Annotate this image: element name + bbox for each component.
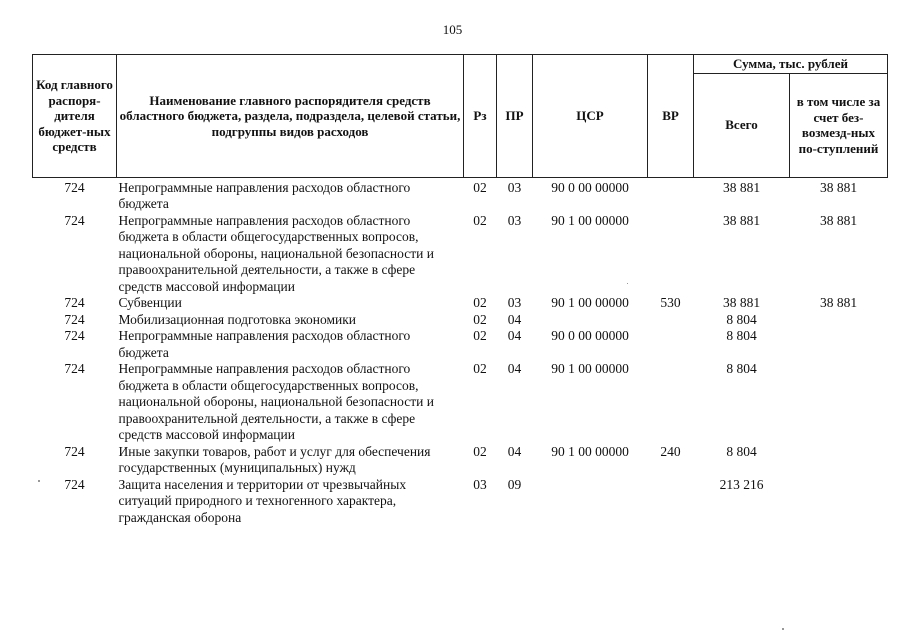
cell-pr: 04: [507, 443, 522, 459]
cell-name: Защита населения и территории от чрезвычайных ситуаций природного и техногенного характера, гражданская оборона: [118, 476, 407, 525]
cell-rz: 02: [473, 443, 487, 459]
page-number: 105: [442, 22, 463, 37]
table-row: [33, 177, 888, 213]
cell-vr: [648, 312, 694, 329]
cell-name: Иные закупки товаров, работ и услуг для обеспечения государственных (муниципальных) нужд: [118, 443, 431, 475]
cell-csr: [533, 477, 648, 527]
cell-rz: 02: [473, 311, 487, 327]
cell-vr: [648, 328, 694, 361]
header-name: Наименование главного распорядителя средств областного бюджета, раздела, подраздела, целевой статьи, подгруппы видов расходов: [117, 55, 464, 178]
table-body: [33, 177, 888, 526]
cell-free: 38 881: [819, 212, 858, 228]
header-code: Код главного распоря-дителя бюджет-ных средств: [33, 55, 117, 178]
cell-code: 724: [64, 212, 85, 228]
cell-csr: 90 0 00 00000: [551, 179, 629, 195]
table-row: [33, 295, 888, 312]
cell-pr: 03: [507, 179, 522, 195]
cell-rz: 02: [473, 361, 487, 376]
cell-vr: 240: [660, 443, 681, 459]
cell-code: 724: [64, 476, 85, 492]
cell-pr: 04: [507, 311, 522, 327]
cell-total: 213 216: [719, 476, 764, 492]
cell-code: 724: [64, 295, 85, 310]
cell-free: [790, 361, 888, 444]
header-sum-group: Сумма, тыс. рублей: [694, 55, 888, 74]
header-pr: ПР: [497, 55, 533, 178]
cell-code: 724: [64, 179, 85, 195]
cell-total: 8 804: [726, 311, 757, 327]
cell-total: 38 881: [722, 295, 761, 310]
cell-name: Непрограммные направления расходов областного бюджета в области общегосударственных вопросов, национальной обороны, национальной безопасности и правоохранительной деятельности, а также в сфере средств массовой информации: [118, 361, 434, 442]
cell-name: Непрограммные направления расходов областного бюджета в области общегосударственных вопросов, национальной обороны, национальной безопасности и правоохранительной деятельности, а также в сфере средств массовой информации: [118, 212, 434, 294]
cell-pr: 09: [507, 476, 522, 492]
table-row: [33, 477, 888, 527]
table-row: [33, 328, 888, 361]
cell-pr: 04: [507, 361, 522, 376]
table-row: [33, 312, 888, 329]
cell-vr: [648, 361, 694, 444]
cell-name: Непрограммные направления расходов областного бюджета: [118, 328, 411, 360]
cell-rz: 02: [473, 212, 487, 228]
cell-total: 8 804: [726, 443, 757, 459]
cell-free: [790, 312, 888, 329]
cell-free: [790, 328, 888, 361]
cell-total: 8 804: [726, 361, 757, 376]
cell-name: Мобилизационная подготовка экономики: [118, 311, 357, 327]
cell-name: Непрограммные направления расходов областного бюджета: [118, 179, 411, 211]
cell-rz: 02: [473, 328, 487, 343]
cell-rz: 02: [473, 295, 487, 310]
cell-csr: 90 0 00 00000: [551, 328, 629, 343]
cell-rz: 03: [473, 476, 487, 492]
header-free: в том числе за счет без-возмезд-ных по-ступлений: [790, 73, 888, 177]
cell-pr: 03: [507, 295, 522, 310]
cell-csr: 90 1 00 00000: [551, 443, 629, 459]
header-csr: ЦСР: [533, 55, 648, 178]
table-row: [33, 213, 888, 296]
cell-total: 8 804: [726, 328, 757, 343]
cell-free: [790, 444, 888, 477]
scan-speck: [627, 283, 628, 284]
header-rz: Рз: [464, 55, 497, 178]
scan-speck: [782, 628, 784, 630]
cell-vr: [648, 177, 694, 213]
header-total: Всего: [694, 73, 790, 177]
cell-vr: [648, 477, 694, 527]
cell-csr: 90 1 00 00000: [551, 295, 629, 310]
cell-free: [790, 477, 888, 527]
cell-csr: [533, 312, 648, 329]
cell-code: 724: [64, 328, 85, 343]
table-row: [33, 361, 888, 444]
cell-code: 724: [64, 361, 85, 376]
cell-vr: 530: [660, 295, 681, 310]
cell-total: 38 881: [722, 212, 761, 228]
cell-free: 38 881: [819, 179, 858, 195]
cell-free: 38 881: [819, 295, 858, 310]
table-header: [33, 55, 888, 178]
cell-code: 724: [64, 311, 85, 327]
cell-pr: 04: [507, 328, 522, 343]
header-vr: ВР: [648, 55, 694, 178]
cell-code: 724: [64, 443, 85, 459]
cell-rz: 02: [473, 179, 487, 195]
cell-csr: 90 1 00 00000: [551, 212, 629, 228]
budget-table: [32, 54, 888, 526]
cell-csr: 90 1 00 00000: [551, 361, 629, 376]
cell-name: Субвенции: [118, 295, 182, 310]
cell-vr: [648, 213, 694, 296]
scan-speck: [38, 480, 40, 482]
cell-pr: 03: [507, 212, 522, 228]
cell-total: 38 881: [722, 179, 761, 195]
table-row: [33, 444, 888, 477]
